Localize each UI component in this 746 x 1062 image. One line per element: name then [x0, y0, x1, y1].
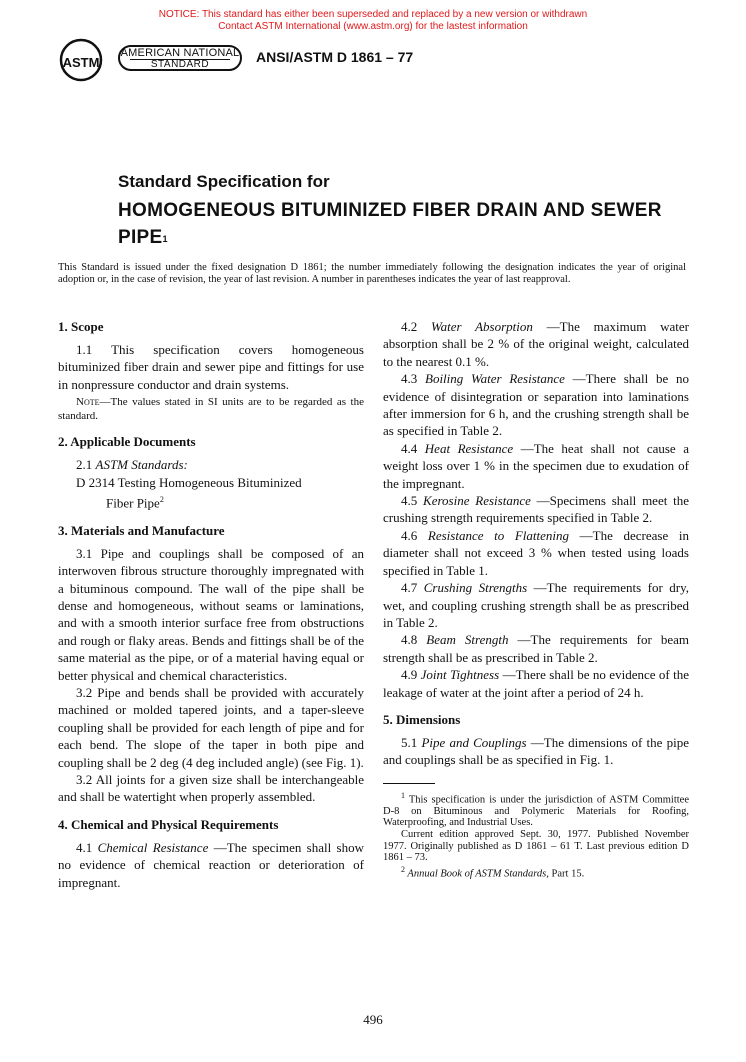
footnote-2-mark: 2 [401, 864, 405, 874]
title-prefix: Standard Specification for [118, 172, 330, 191]
paragraph-4-6-text: —The decrease in diameter shall not exceed 3 % when tested using loads specified in Table 1. [383, 527, 689, 578]
document-title-text: HOMOGENEOUS BITUMINIZED FIBER DRAIN AND SEWER PIPE [118, 200, 662, 248]
paragraph-4-7-number: 4.7 [401, 580, 424, 596]
supersession-notice [0, 9, 746, 33]
note-label: Note [76, 396, 100, 409]
section-heading-scope: 1. Scope [58, 319, 104, 334]
paragraph-5-1-title: Pipe and Couplings [421, 734, 527, 750]
paragraph-4-2-number: 4.2 [401, 319, 432, 334]
paragraph-4-5-title: Kerosine Resistance [423, 493, 531, 509]
paragraph-4-3-text: —There shall be no evidence of disintegration or separation into laminations after immersion for 6 h, and the crushing strength shall be as specified in Table 2. [383, 371, 690, 439]
footnote-rule [383, 783, 435, 784]
referenced-standard-line-2-text: Fiber Pipe [106, 495, 160, 511]
paragraph-4-4-number: 4.4 [401, 440, 425, 456]
paragraph-4-4 [383, 440, 689, 492]
paragraph-4-1-title: Chemical Resistance [97, 839, 209, 855]
ansi-badge [118, 45, 242, 71]
paragraph-4-8-number: 4.8 [401, 632, 427, 648]
paragraph-4-7-text: —The requirements for dry, wet, and coupling crushing strength shall be as prescribed in Table 2. [383, 580, 690, 630]
paragraph-3-2: 3.2 Pipe and bends shall be provided with accurately machined or molded tapered joints, and a taper-sleeve coupling shall be provided for each length of pipe and for each bend. The slope of the taper in both pipe and coupling shall be 2 deg (4 deg included angle) (see Fig. 1). [58, 685, 364, 770]
paragraph-4-3-title: Boiling Water Resistance [425, 371, 565, 387]
paragraph-4-3 [383, 370, 689, 440]
scope-note [58, 396, 364, 423]
paragraph-4-2-title: Water Absorption [431, 319, 533, 334]
paragraph-4-6 [383, 527, 689, 579]
paragraph-1-1: 1.1 This specification covers homogeneous bituminized fiber drain and sewer pipe and fittings for use in nonpressure conductor and drain systems. [58, 342, 364, 392]
ansi-badge-line-1: AMERICAN NATIONAL [120, 47, 240, 59]
right-column [383, 318, 689, 880]
paragraph-5-1-number: 5.1 [401, 734, 422, 750]
left-column [58, 318, 364, 891]
paragraph-4-5 [383, 492, 689, 527]
notice-line-1: NOTICE: This standard has either been superseded and replaced by a new version or withdrawn [158, 9, 588, 20]
title-footnote-mark: 1 [162, 234, 168, 244]
footnote-2 [383, 864, 689, 880]
paragraph-2-1-number: 2.1 [76, 457, 96, 473]
notice-line-2: Contact ASTM International (www.astm.org) for the lastest information [218, 21, 528, 32]
paragraph-4-2-text: —The maximum water absorption shall be 2 % of the original weight, calculated to the nearest 0.1 %. [383, 319, 689, 369]
paragraph-4-8 [383, 631, 689, 666]
paragraph-4-8-title: Beam Strength [426, 632, 509, 648]
paragraph-4-3-number: 4.3 [401, 371, 425, 387]
document-title [118, 197, 678, 251]
issuance-statement: This Standard is issued under the fixed designation D 1861; the number immediately following the designation indicates the year of original adoption or, in the case of revision, the year of last revision. A number in parentheses indicates the year of last reapproval. [58, 262, 686, 285]
reference-footnote-mark: 2 [159, 495, 164, 505]
note-text: —The values stated in SI units are to be regarded as the standard. [58, 396, 364, 422]
paragraph-4-5-number: 4.5 [401, 493, 424, 509]
section-heading-materials: 3. Materials and Manufacture [58, 522, 225, 538]
paragraph-4-1-number: 4.1 [76, 839, 98, 855]
paragraph-4-9-text: —There shall be no evidence of the leakage of water at the joint after a period of 24 h. [383, 667, 690, 700]
paragraph-4-6-number: 4.6 [401, 527, 428, 543]
paragraph-4-7 [383, 579, 689, 631]
section-heading-dimensions: 5. Dimensions [383, 711, 461, 727]
footnote-1-mark: 1 [401, 790, 405, 800]
paragraph-3-2b: 3.2 All joints for a given size shall be interchangeable and shall be watertight when properly assembled. [58, 772, 364, 805]
section-heading-chemical-physical: 4. Chemical and Physical Requirements [58, 816, 279, 832]
paragraph-4-9-title: Joint Tightness [420, 667, 500, 683]
footnote-2-title: Annual Book of ASTM Standards [405, 868, 547, 880]
paragraph-5-1 [383, 734, 689, 769]
referenced-standard-line-2 [58, 491, 364, 512]
standard-designation: ANSI/ASTM D 1861 – 77 [256, 49, 414, 65]
paragraph-4-6-title: Resistance to Flattening [427, 527, 570, 543]
paragraph-4-9-number: 4.9 [401, 667, 421, 683]
paragraph-4-9 [383, 666, 689, 701]
paragraph-4-7-title: Crushing Strengths [423, 580, 528, 596]
astm-logo-icon [58, 34, 104, 86]
paragraph-3-1: 3.1 Pipe and couplings shall be composed of an interwoven fibrous structure thoroughly impregnated with a bituminous compound. The wall of the pipe shall be dense and homogeneous, without seams or laminations, and with a smooth interior surface free from obstructions and rough or flaky areas. Bends and fittings shall be of the same material as the pipe, or of a material having equal or better physical and chemical characteristics. [58, 545, 364, 683]
paragraph-2-1-title: ASTM Standards: [95, 457, 188, 473]
footnote-1-text: This specification is under the jurisdiction of ASTM Committee D-8 on Bituminous and Polymeric Materials for Roofing, Waterproofing, and Industrial Uses. [383, 794, 689, 829]
paragraph-2-1 [58, 456, 364, 473]
footnote-1 [383, 790, 689, 829]
section-heading-applicable-documents: 2. Applicable Documents [58, 434, 196, 450]
footnote-1-current-edition: Current edition approved Sept. 30, 1977. Published November 1977. Originally published as D 1861 – 61 T. Last previous edition D 1861 – 73. [383, 829, 689, 864]
paragraph-4-8-text: —The requirements for beam strength shall be as prescribed in Table 2. [383, 632, 689, 665]
footnote-2-text: , Part 15. [546, 868, 585, 880]
paragraph-4-5-text: —Specimens shall meet the crushing strength requirements specified in Table 2. [383, 493, 689, 526]
paragraph-4-1-text: —The specimen shall show no evidence of chemical reaction or deterioration of impregnant. [58, 839, 365, 890]
page-number: 496 [363, 1012, 383, 1027]
ansi-badge-line-2: STANDARD [150, 59, 210, 70]
paragraph-4-1 [58, 839, 364, 891]
paragraph-4-4-text: —The heat shall not cause a weight loss over 1 % in the specimen due to exudation of the impregnant. [383, 440, 689, 491]
paragraph-5-1-text: —The dimensions of the pipe and couplings shall be as specified in Fig. 1. [383, 734, 690, 768]
referenced-standard-line-1: D 2314 Testing Homogeneous Bituminized [76, 474, 302, 490]
paragraph-4-2 [383, 318, 689, 370]
paragraph-4-4-title: Heat Resistance [424, 440, 514, 456]
logo-text: ASTM [62, 55, 100, 70]
